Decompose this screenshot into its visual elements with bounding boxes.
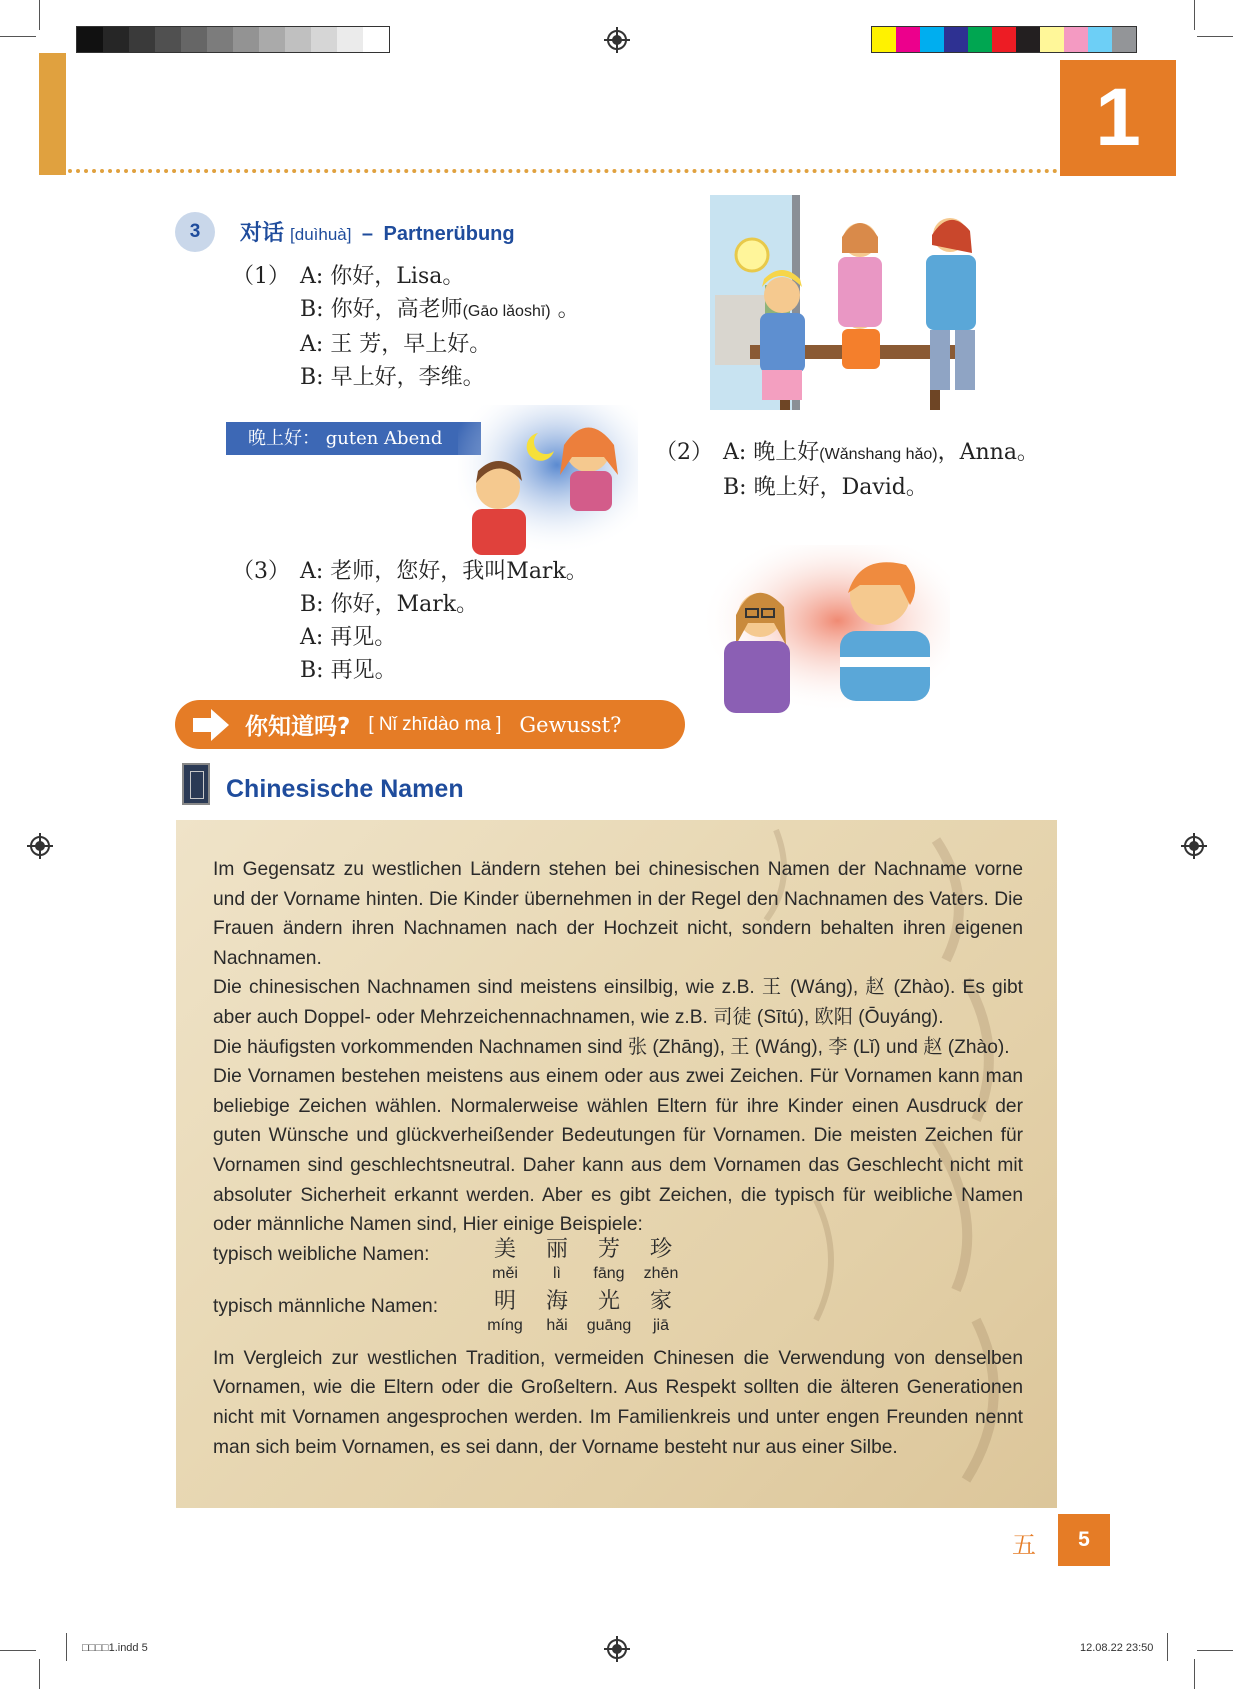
name-char: 海 hǎi <box>545 1288 568 1334</box>
dialogue-number: （1） <box>232 264 290 289</box>
crop-mark <box>1194 1659 1195 1689</box>
page-number: 5 <box>1058 1514 1110 1566</box>
section-title-pinyin: [duìhuà] <box>290 225 352 244</box>
name-char: 家 jiā <box>649 1288 672 1334</box>
did-you-know-pinyin: [ Nǐ zhīdào ma ] <box>368 713 502 735</box>
dialogue-line: A: 老师，您好，我叫Mark。 <box>300 559 588 584</box>
vocab-zh: 晚上好： <box>248 428 320 449</box>
illustration-classroom <box>710 195 1010 410</box>
illustration-evening-greeting <box>458 405 638 555</box>
arrow-right-icon <box>191 707 231 743</box>
crop-mark <box>39 1659 40 1689</box>
dialogue-number: （2） <box>655 440 713 465</box>
section-title <box>240 216 515 247</box>
crop-mark <box>39 0 40 30</box>
dialogue-number: （3） <box>232 559 290 584</box>
did-you-know-banner <box>175 700 685 749</box>
name-char: 丽 lì <box>545 1236 568 1282</box>
header-dotted-line <box>68 169 1058 173</box>
dialogue-line: A: 你好，Lisa。 <box>300 264 465 289</box>
body-paragraph: Im Vergleich zur westlichen Tradition, vermeiden Chinesen die Verwendung von denselben Vornamen, wie die Eltern oder die Großeltern. Aus Respekt sollten die älteren Generationen nicht mit Vornamen angesprochen werden. Im Familienkreis und unter engen Freunden nennt man sich beim Vornamen, es sei dann, der Vorname besteht nur aus einer Silbe. <box>213 1347 1023 1458</box>
section-title-zh: 对话 <box>240 220 285 245</box>
body-paragraph: Die chinesischen Nachnamen sind meistens einsilbig, wie z.B. 王 (Wáng), 赵 (Zhào). Es gibt aber auch Doppel- oder Mehrzeichennachnamen, wie z.B. 司徒 (Sītú), 欧阳 (Ōuyáng). <box>213 977 1023 1028</box>
name-char: 明 míng <box>487 1288 523 1334</box>
illustration-teacher-student <box>700 545 950 713</box>
dialogue-line: B: 早上好，李维。 <box>300 365 485 390</box>
subsection-title: Chinesische Namen <box>226 775 464 803</box>
crop-mark <box>0 36 36 37</box>
crop-mark <box>66 1633 67 1661</box>
chapter-number-box: 1 <box>1060 60 1176 176</box>
section-title-dash: – <box>361 223 374 245</box>
crop-mark <box>1167 1633 1168 1661</box>
registration-mark-icon <box>607 30 627 50</box>
dialogue-line: A: 王 芳，早上好。 <box>300 332 492 357</box>
name-char: 光 guāng <box>586 1288 632 1334</box>
male-names-row <box>213 1288 1023 1344</box>
dialogue-line: B: 晚上好，David。 <box>723 475 928 500</box>
name-char: 美 měi <box>492 1236 518 1282</box>
dialogue-line: B: 你好，Mark。 <box>300 592 479 617</box>
vocab-de: guten Abend <box>325 428 443 449</box>
did-you-know-de: Gewusst? <box>519 712 622 737</box>
female-names-label: typisch weibliche Namen: <box>213 1243 430 1265</box>
header-accent-bar <box>39 53 66 175</box>
crop-mark <box>1197 1650 1233 1651</box>
color-calibration-bar <box>871 26 1137 53</box>
crop-mark <box>1194 0 1195 30</box>
body-paragraph: Im Gegensatz zu westlichen Ländern stehen bei chinesischen Namen der Nachname vorne und der Vorname hinten. Die Kinder übernehmen in der Regel den Nachnamen des Vaters. Die Frauen ändern ihren Nachnamen nach der Hochzeit nicht, sondern behalten ihren eigenen Nachnamen. <box>213 859 1023 969</box>
crop-mark <box>0 1650 36 1651</box>
dialogue-line: A: 再见。 <box>300 625 397 650</box>
info-box-text <box>213 855 1023 1462</box>
name-char: 芳 fāng <box>593 1236 625 1282</box>
registration-mark-icon <box>30 836 50 856</box>
did-you-know-zh: 你知道吗? <box>245 714 351 740</box>
slug-date: 12.08.22 23:50 <box>1080 1642 1154 1654</box>
name-char: 珍 zhēn <box>643 1236 679 1282</box>
body-paragraph: Die häufigsten vorkommenden Nachnamen sind 张 (Zhāng), 王 (Wáng), 李 (Lǐ) und 赵 (Zhào). <box>213 1036 1010 1058</box>
crop-mark <box>1197 36 1233 37</box>
page-number-zh: 五 <box>1012 1531 1036 1559</box>
body-paragraph: Die Vornamen bestehen meistens aus einem oder aus zwei Zeichen. Für Vornamen kann man beliebige Zeichen wählen. Normalerweise wählen Eltern für ihre Kinder einen Ausdruck der guten Wünsche und glückverheißender Bedeutungen für Vornamen. Die meisten Zeichen für Vornamen sind geschlechtsneutral. Daher kann aus dem Vornamen das Geschlecht nicht mit absoluter Sicherheit erkannt werden. Aber es gibt Zeichen, die typisch für weibliche Namen oder männliche Namen sind, Hier einige Beispiele: <box>213 1066 1023 1236</box>
dialogue-line: B: 你好，高老师(Gāo lǎoshī) 。 <box>300 297 580 322</box>
registration-mark-icon <box>607 1639 627 1659</box>
book-icon <box>182 763 210 805</box>
vocab-box <box>226 422 481 455</box>
grayscale-calibration-bar <box>76 26 390 53</box>
slug-filename: □□□□1.indd 5 <box>82 1642 148 1654</box>
female-names-row <box>213 1236 1023 1292</box>
section-title-de: Partnerübung <box>383 223 515 245</box>
dialogue-line: B: 再见。 <box>300 658 397 683</box>
registration-mark-icon <box>1184 836 1204 856</box>
dialogue-line: A: 晚上好(Wǎnshang hǎo)，Anna。 <box>723 440 1039 465</box>
section-number-badge: 3 <box>175 212 215 252</box>
male-names-label: typisch männliche Namen: <box>213 1295 439 1317</box>
